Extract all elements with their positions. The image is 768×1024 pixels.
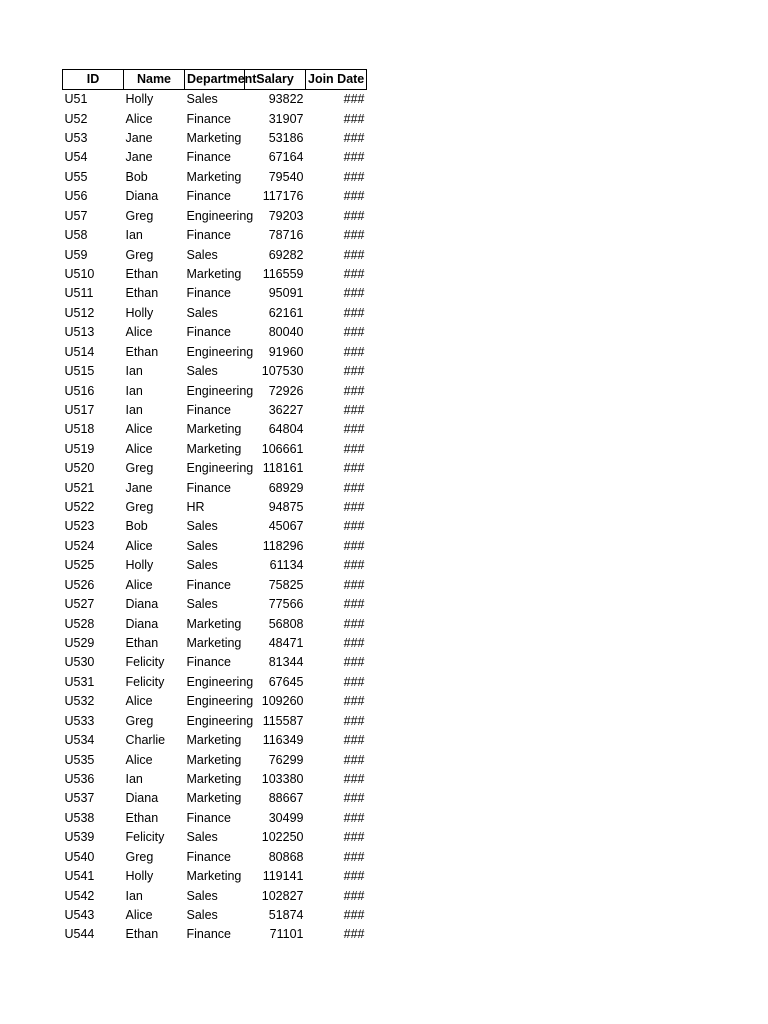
cell-id[interactable]: U529 [64,636,95,651]
table-row [63,440,367,459]
cell-join-date[interactable]: ### [343,441,365,456]
cell-salary[interactable]: 117176 [262,189,304,204]
header-department[interactable]: Department [185,70,245,90]
cell-name[interactable]: Alice [125,422,153,437]
cell-salary[interactable]: 80868 [268,849,304,864]
cell-department[interactable]: Marketing [186,636,242,651]
cell-name[interactable]: Holly [125,92,154,107]
cell-department[interactable]: Finance [186,810,231,825]
cell-id[interactable]: U538 [64,810,95,825]
cell-department[interactable]: Sales [186,364,218,379]
cell-id[interactable]: U510 [64,267,95,281]
cell-salary[interactable]: 115587 [262,713,304,728]
cell-id[interactable]: U536 [64,771,95,786]
cell-name[interactable]: Alice [125,752,153,767]
cell-name[interactable]: Ian [125,383,143,398]
cell-salary[interactable]: 76299 [268,752,304,767]
cell-department[interactable]: Marketing [186,733,242,748]
table-row [63,867,367,886]
cell-salary[interactable]: 116349 [262,733,304,748]
table-row [63,129,367,148]
table-row [63,537,367,556]
cell-department[interactable]: Sales [186,92,218,107]
cell-id[interactable]: U56 [64,189,88,204]
table-row [63,207,367,226]
cell-join-date[interactable]: ### [343,791,365,806]
cell-salary[interactable]: 102827 [261,888,304,903]
cell-id[interactable]: U534 [64,733,95,748]
cell-id[interactable]: U514 [64,344,95,359]
cell-salary[interactable]: 118161 [262,461,304,476]
cell-id[interactable]: U541 [64,869,95,884]
cell-id[interactable]: U516 [64,383,95,398]
cell-department[interactable]: Sales [186,558,218,573]
cell-join-date[interactable]: ### [343,131,365,146]
cell-join-date[interactable]: ### [343,558,365,573]
cell-name[interactable]: Greg [125,849,154,864]
cell-join-date[interactable]: ### [343,888,365,903]
table-row [63,381,367,400]
table-row [63,770,367,789]
table-row [63,420,367,439]
cell-department[interactable]: Marketing [186,616,242,631]
cell-salary[interactable]: 53186 [268,131,304,146]
cell-salary[interactable]: 30499 [268,810,304,825]
cell-join-date[interactable]: ### [343,247,365,262]
table-row [63,634,367,653]
cell-join-date[interactable]: ### [343,267,365,281]
cell-department[interactable]: Marketing [186,771,242,786]
cell-id[interactable]: U517 [64,402,95,417]
cell-id[interactable]: U513 [64,325,95,340]
cell-salary[interactable]: 75825 [268,577,304,592]
table-row [63,342,367,361]
table-row [63,148,367,167]
cell-id[interactable]: U531 [64,674,95,689]
table-row [63,401,367,420]
cell-id[interactable]: U55 [64,169,88,184]
table-row [63,245,367,264]
cell-name[interactable]: Charlie [125,733,166,748]
cell-department[interactable]: Finance [186,849,231,864]
cell-name[interactable]: Greg [125,208,154,223]
cell-join-date[interactable]: ### [343,674,365,689]
cell-department[interactable]: Sales [186,305,218,320]
cell-id[interactable]: U523 [64,519,95,534]
cell-name[interactable]: Greg [125,713,154,728]
cell-id[interactable]: U58 [64,228,88,243]
cell-name[interactable]: Felicity [125,655,165,670]
cell-id[interactable]: U515 [64,364,95,379]
cell-salary[interactable]: 95091 [268,286,304,301]
cell-join-date[interactable]: ### [343,636,365,651]
cell-salary[interactable]: 91960 [268,344,304,359]
cell-join-date[interactable]: ### [343,364,365,379]
table-row [63,692,367,711]
cell-id[interactable]: U532 [64,694,95,709]
cell-department[interactable]: Marketing [186,869,242,884]
cell-salary[interactable]: 77566 [268,597,304,612]
table-row [63,809,367,828]
cell-name[interactable]: Alice [125,111,153,126]
cell-salary[interactable]: 67164 [268,150,304,165]
cell-id[interactable]: U535 [64,752,95,767]
cell-id[interactable]: U528 [64,616,95,631]
cell-id[interactable]: U52 [64,111,88,126]
cell-department[interactable]: Engineering [186,208,254,223]
cell-salary[interactable]: 80040 [268,325,304,340]
cell-name[interactable]: Greg [125,461,154,476]
table-row [63,731,367,750]
table-row [63,673,367,692]
cell-name[interactable]: Alice [125,441,153,456]
cell-department[interactable]: Finance [186,577,231,592]
table-row [63,498,367,517]
cell-name[interactable]: Alice [125,907,153,922]
cell-name[interactable]: Ian [125,888,143,903]
cell-department[interactable]: Marketing [186,267,242,281]
spreadsheet [62,69,366,945]
cell-department[interactable]: Finance [186,655,231,670]
cell-salary[interactable]: 107530 [261,364,304,379]
cell-join-date[interactable]: ### [343,597,365,612]
cell-join-date[interactable]: ### [343,713,365,728]
cell-salary[interactable]: 102250 [261,830,304,845]
cell-salary[interactable]: 88667 [268,791,304,806]
header-salary[interactable]: Salary [245,70,306,90]
cell-salary[interactable]: 51874 [268,907,304,922]
cell-department[interactable]: Marketing [186,169,242,184]
cell-join-date[interactable]: ### [343,305,365,320]
table-row [63,323,367,342]
cell-department[interactable]: Marketing [186,131,242,146]
cell-join-date[interactable]: ### [343,150,365,165]
cell-id[interactable]: U543 [64,907,95,922]
table-row [63,187,367,206]
cell-salary[interactable]: 79203 [268,208,304,223]
cell-department[interactable]: Engineering [186,694,254,709]
cell-salary[interactable]: 67645 [268,674,304,689]
cell-salary[interactable]: 109260 [261,694,304,709]
cell-join-date[interactable]: ### [343,927,365,942]
cell-department[interactable]: Engineering [186,461,254,476]
cell-id[interactable]: U521 [64,480,95,495]
table-row [63,906,367,925]
cell-salary[interactable]: 36227 [268,402,304,417]
cell-join-date[interactable]: ### [343,208,365,223]
cell-id[interactable]: U542 [64,888,95,903]
cell-name[interactable]: Ethan [125,344,159,359]
cell-join-date[interactable]: ### [343,461,365,476]
cell-join-date[interactable]: ### [343,111,365,126]
cell-department[interactable]: Sales [186,519,218,534]
cell-join-date[interactable]: ### [343,733,365,748]
cell-join-date[interactable]: ### [343,286,365,301]
cell-salary[interactable]: 93822 [268,92,304,107]
cell-name[interactable]: Greg [125,247,154,262]
cell-name[interactable]: Ian [125,228,143,243]
cell-department[interactable]: Sales [186,247,218,262]
header-id[interactable]: ID [63,70,124,90]
cell-name[interactable]: Greg [125,500,154,515]
cell-id[interactable]: U540 [64,849,95,864]
cell-department[interactable]: HR [186,500,205,515]
table-row [63,712,367,731]
table-row [63,517,367,536]
cell-id[interactable]: U539 [64,830,95,845]
table-row [63,556,367,575]
cell-name[interactable]: Holly [125,869,154,884]
cell-name[interactable]: Felicity [125,830,165,845]
table-row [63,478,367,497]
header-row [63,70,367,90]
table-row [63,109,367,128]
cell-name[interactable]: Alice [125,538,153,553]
cell-name[interactable]: Ethan [125,927,159,942]
cell-join-date[interactable]: ### [343,752,365,767]
cell-salary[interactable]: 72926 [268,383,304,398]
table-row [63,304,367,323]
table-row [63,789,367,808]
cell-id[interactable]: U525 [64,558,95,573]
cell-join-date[interactable]: ### [343,169,365,184]
cell-department[interactable]: Finance [186,189,231,204]
cell-department[interactable]: Finance [186,325,231,340]
cell-department[interactable]: Finance [186,150,231,165]
cell-name[interactable]: Diana [125,791,159,806]
cell-id[interactable]: U59 [64,247,88,262]
cell-id[interactable]: U533 [64,713,95,728]
cell-name[interactable]: Diana [125,616,159,631]
cell-join-date[interactable]: ### [343,228,365,243]
table-row [63,750,367,769]
cell-department[interactable]: Engineering [186,674,254,689]
cell-name[interactable]: Alice [125,694,153,709]
cell-join-date[interactable]: ### [343,849,365,864]
cell-salary[interactable]: 56808 [268,616,304,631]
cell-join-date[interactable]: ### [343,500,365,515]
table-row [63,925,367,944]
table-row [63,168,367,187]
cell-join-date[interactable]: ### [343,616,365,631]
header-name[interactable]: Name [124,70,185,90]
cell-salary[interactable]: 119141 [262,869,304,884]
cell-department[interactable]: Engineering [186,713,254,728]
cell-name[interactable]: Ian [125,402,143,417]
cell-name[interactable]: Ethan [125,267,159,281]
cell-name[interactable]: Ethan [125,286,159,301]
cell-salary[interactable]: 45067 [268,519,304,534]
cell-salary[interactable]: 62161 [268,305,304,320]
cell-salary[interactable]: 78716 [268,228,304,243]
cell-name[interactable]: Ethan [125,636,159,651]
cell-name[interactable]: Diana [125,189,159,204]
cell-join-date[interactable]: ### [343,383,365,398]
cell-id[interactable]: U527 [64,597,95,612]
table-row [63,847,367,866]
cell-id[interactable]: U53 [64,131,88,146]
cell-department[interactable]: Marketing [186,791,242,806]
cell-department[interactable]: Finance [186,927,231,942]
cell-join-date[interactable]: ### [343,538,365,553]
cell-id[interactable]: U519 [64,441,95,456]
cell-department[interactable]: Marketing [186,422,242,437]
cell-salary[interactable]: 69282 [268,247,304,262]
cell-name[interactable]: Ian [125,364,143,379]
cell-join-date[interactable]: ### [343,344,365,359]
data-table [62,69,367,945]
table-row [63,459,367,478]
table-row [63,595,367,614]
cell-id[interactable]: U57 [64,208,88,223]
cell-join-date[interactable]: ### [343,694,365,709]
cell-salary[interactable]: 116559 [262,267,304,281]
table-row [63,886,367,905]
cell-id[interactable]: U530 [64,655,95,670]
cell-join-date[interactable]: ### [343,655,365,670]
cell-join-date[interactable]: ### [343,577,365,592]
table-row [63,265,367,284]
cell-salary[interactable]: 103380 [261,771,304,786]
cell-department[interactable]: Finance [186,480,231,495]
cell-salary[interactable]: 31907 [268,111,304,126]
cell-name[interactable]: Alice [125,577,153,592]
cell-salary[interactable]: 94875 [268,500,304,515]
cell-name[interactable]: Bob [125,519,148,534]
cell-department[interactable]: Finance [186,228,231,243]
cell-salary[interactable]: 64804 [268,422,304,437]
table-row [63,90,367,110]
cell-name[interactable]: Jane [125,150,153,165]
cell-id[interactable]: U524 [64,538,95,553]
cell-department[interactable]: Marketing [186,752,242,767]
cell-join-date[interactable]: ### [343,519,365,534]
cell-department[interactable]: Finance [186,402,231,417]
cell-join-date[interactable]: ### [343,480,365,495]
cell-name[interactable]: Bob [125,169,148,184]
cell-name[interactable]: Holly [125,305,154,320]
cell-name[interactable]: Ian [125,771,143,786]
cell-department[interactable]: Sales [186,538,218,553]
cell-department[interactable]: Finance [186,111,231,126]
cell-salary[interactable]: 79540 [268,169,304,184]
cell-department[interactable]: Sales [186,830,218,845]
cell-id[interactable]: U537 [64,791,95,806]
cell-join-date[interactable]: ### [343,189,365,204]
table-row [63,653,367,672]
table-row [63,362,367,381]
cell-id[interactable]: U511 [64,286,94,301]
cell-id[interactable]: U54 [64,150,88,165]
cell-department[interactable]: Sales [186,597,218,612]
header-join-date[interactable]: Join Date [306,70,367,90]
cell-name[interactable]: Jane [125,131,153,146]
cell-id[interactable]: U51 [64,92,88,107]
table-row [63,226,367,245]
cell-join-date[interactable]: ### [343,907,365,922]
table-row [63,828,367,847]
cell-join-date[interactable]: ### [343,830,365,845]
cell-join-date[interactable]: ### [343,810,365,825]
table-row [63,576,367,595]
cell-salary[interactable]: 81344 [268,655,304,670]
cell-salary[interactable]: 48471 [268,636,304,651]
cell-name[interactable]: Ethan [125,810,159,825]
cell-salary[interactable]: 61134 [269,558,304,573]
cell-id[interactable]: U512 [64,305,95,320]
cell-salary[interactable]: 68929 [268,480,304,495]
cell-salary[interactable]: 118296 [262,538,304,553]
cell-join-date[interactable]: ### [343,92,365,107]
cell-name[interactable]: Holly [125,558,154,573]
cell-id[interactable]: U518 [64,422,95,437]
cell-department[interactable]: Marketing [186,441,242,456]
cell-join-date[interactable]: ### [343,402,365,417]
cell-name[interactable]: Jane [125,480,153,495]
cell-id[interactable]: U520 [64,461,95,476]
cell-join-date[interactable]: ### [343,422,365,437]
cell-name[interactable]: Alice [125,325,153,340]
cell-salary[interactable]: 71101 [269,927,304,942]
cell-department[interactable]: Sales [186,888,218,903]
cell-id[interactable]: U526 [64,577,95,592]
cell-department[interactable]: Engineering [186,383,254,398]
cell-join-date[interactable]: ### [343,325,365,340]
cell-salary[interactable]: 106661 [261,441,304,456]
table-body [63,90,367,945]
table-row [63,284,367,303]
cell-join-date[interactable]: ### [343,771,365,786]
cell-department[interactable]: Sales [186,907,218,922]
cell-id[interactable]: U544 [64,927,95,942]
cell-join-date[interactable]: ### [343,869,365,884]
cell-id[interactable]: U522 [64,500,95,515]
cell-department[interactable]: Engineering [186,344,254,359]
cell-name[interactable]: Felicity [125,674,165,689]
cell-name[interactable]: Diana [125,597,159,612]
cell-department[interactable]: Finance [186,286,231,301]
table-row [63,614,367,633]
